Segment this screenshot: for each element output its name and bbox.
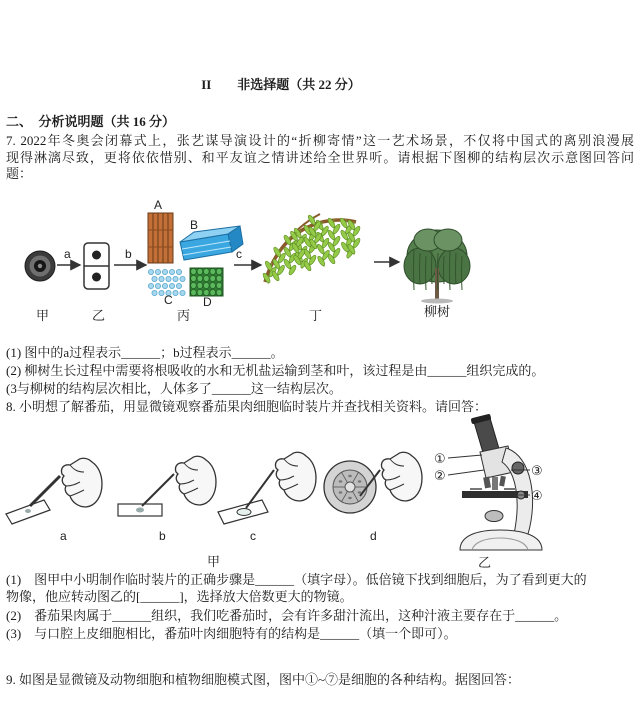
part-heading: 二、 分析说明题（共 16 分） [6,114,176,129]
slide-preparation-figure [6,452,422,569]
tissue-d-cell [216,275,222,281]
step-label-b: b [159,529,166,543]
q7-stem-line-1: 7. 2022年冬奥会闭幕式上，张艺谋导演设计的“折柳寄情”这一艺术场景，不仅将中国式的离别浪漫展 [6,133,634,148]
tissue-d-cell [216,282,222,288]
arrow-label-c: c [236,247,242,261]
tissue-c-cell [180,276,185,281]
tissue-c-cell [148,269,153,274]
tissue-label-a: A [154,198,163,212]
tissue-c-cell [152,290,157,295]
step-label-d: d [370,529,377,543]
tissue-label-c: C [164,293,173,307]
q8-subquestion-1-cont: 物像，他应转动图乙的[______]，选择放大倍数更大的物镜。 [6,589,353,604]
tissue-d-cell [197,275,203,281]
caption-bing: 丙 [177,308,191,323]
tree-strand [420,253,421,284]
arrow-label-a: a [64,247,71,261]
tissue-d-cell [204,268,210,274]
tissue-c-cell [148,283,153,288]
tree-strand [438,253,439,290]
tissue-d-cell [191,275,197,281]
leader-line-2 [448,470,484,475]
q7-subquestion-2: (2) 柳树生长过程中需要将根吸收的水和无机盐运输到茎和叶，该过程是由______组织完成的。 [6,363,545,378]
tree-strand [456,253,457,284]
tissue-d-cell [216,289,222,295]
tissue-d-cell [204,282,210,288]
q8-subquestion-2: (2) 番茄果肉属于______组织，我们吃番茄时，会有许多甜汁流出，这种汁液主要存在于______。 [6,608,568,623]
tissue-c-diagram [148,269,185,295]
tree-strand [414,250,415,290]
caption-ding: 丁 [309,308,323,323]
tomato-seed [358,491,362,493]
tomato-seed [358,480,362,482]
tissue-c-cell [176,269,181,274]
section-title: II 非选择题（共 22 分） [201,77,361,92]
tissue-c-cell [162,269,167,274]
tissue-d-cell [191,268,197,274]
caption-willow-tree: 柳树 [424,304,451,319]
microscope-part-2-label: ② [434,469,446,484]
q8-subquestion-1: (1) 图甲中小明制作临时装片的正确步骤是______（填字母）。低倍镜下找到细胞后，为了看到更大的 [6,572,587,587]
willow-tree-image [404,229,470,304]
q7-subquestion-3: (3与柳树的结构层次相比，人体多了______这一结构层次。 [6,381,342,396]
tissue-c-cell [166,276,171,281]
step-d-tomato-illustration [324,452,422,513]
tissue-c-cell [169,269,174,274]
leader-line-1 [448,455,482,458]
tree-strand [450,250,451,290]
microscope-part-3-label: ③ [531,464,543,479]
tissue-a-diagram [148,213,173,263]
tissue-c-cell [180,290,185,295]
tomato-seed [339,491,343,493]
tissue-d-cell [210,275,216,281]
caption-yi: 乙 [92,308,106,323]
willow-branch-diagram [262,214,361,284]
microscope-part-4-label: ④ [531,489,543,504]
microscope-part-1-label: ① [434,452,446,467]
tissue-c-cell [173,290,178,295]
caption-figure-jia: 甲 [207,554,221,569]
tissue-c-cell [173,276,178,281]
tissue-c-cell [155,283,160,288]
willow-structure-figure [25,198,470,323]
tomato-seed [339,480,343,482]
q9-stem: 9. 如图是显微镜及动物细胞和植物细胞模式图，图中①~⑦是细胞的各种结构。据图回答： [6,672,521,687]
tissue-label-d: D [203,295,212,309]
step-a-dropper-illustration [6,458,102,524]
single-cell-diagram [25,251,55,281]
tree-strand [444,256,445,284]
q7-stem-line-3: 题： [6,166,33,181]
tissue-d-cell [197,289,203,295]
q8-stem: 8. 小明想了解番茄，用显微镜观察番茄果肉细胞临时装片并查找相关资料。请回答： [6,399,488,414]
step-b-tweezers-illustration [118,456,216,516]
tissue-d-cell [191,289,197,295]
tissue-d-cell [197,268,203,274]
tissue-label-b: B [190,218,199,232]
q7-subquestion-1: (1) 图中的a过程表示______；b过程表示______。 [6,345,284,360]
arrow-label-b: b [125,247,132,261]
tree-strand [426,256,427,290]
step-label-a: a [60,529,67,543]
tissue-d-diagram [190,268,223,296]
step-c-coverslip-illustration [218,452,316,524]
tissue-c-cell [159,276,164,281]
tree-strand [432,250,433,284]
tree-strand [462,256,463,290]
caption-figure-yi: 乙 [478,555,492,570]
tissue-c-cell [176,283,181,288]
tissue-c-cell [155,269,160,274]
tissue-d-cell [210,268,216,274]
tomato-seed [348,497,352,499]
q7-stem-line-2: 现得淋漓尽致，更将依依惜别、和平友谊之情讲述给全世界听。请根据下图柳的结构层次示意图回答问 [6,150,634,165]
divided-cells-diagram [84,243,109,289]
tissue-d-cell [210,282,216,288]
tissue-d-cell [204,275,210,281]
step-label-c: c [250,529,256,543]
tissue-c-cell [162,283,167,288]
microscope-diagram [434,414,543,570]
tissue-d-cell [191,282,197,288]
tissue-d-cell [216,268,222,274]
tissue-c-cell [169,283,174,288]
caption-jia: 甲 [36,308,50,323]
tissue-d-cell [197,282,203,288]
tomato-seed [348,475,352,477]
q8-subquestion-3: (3) 与口腔上皮细胞相比，番茄叶肉细胞特有的结构是______（填一个即可）。 [6,626,457,641]
tissue-c-cell [152,276,157,281]
